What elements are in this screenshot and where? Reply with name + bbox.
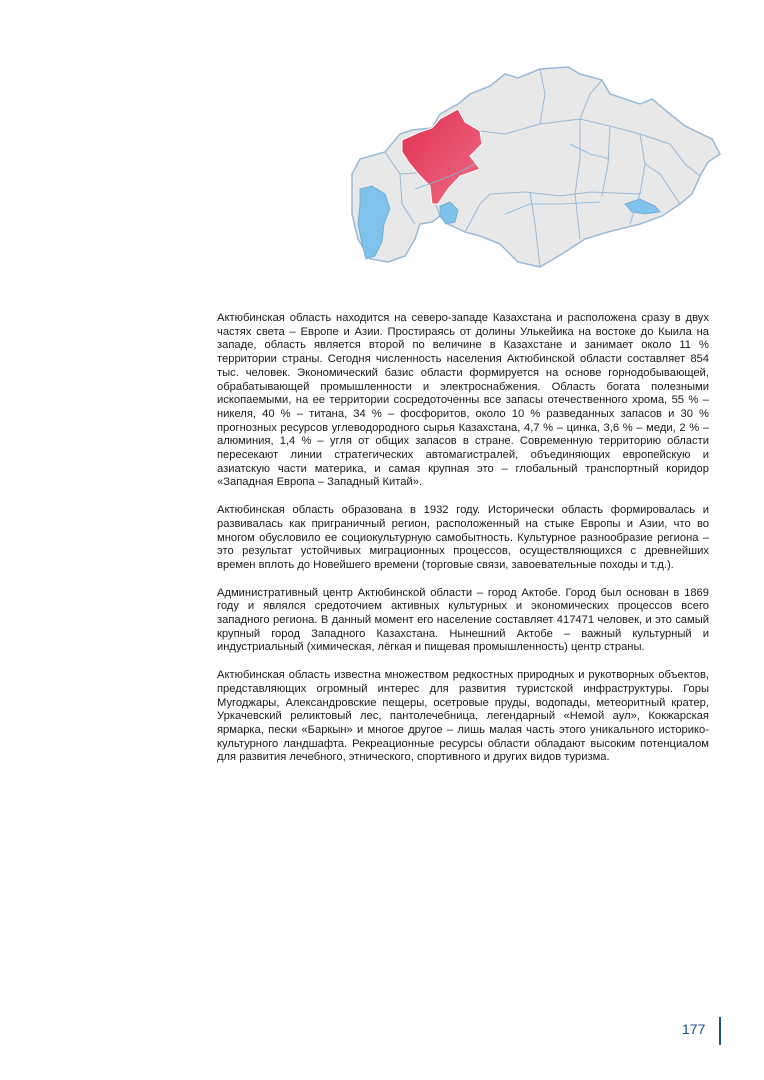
kazakhstan-map-icon <box>340 64 725 274</box>
page-number-divider <box>719 1017 721 1045</box>
page-number: 177 <box>682 1021 706 1037</box>
paragraph-3: Административный центр Актюбинской области – город Актобе. Город был основан в 1869 году и являлся средоточием активных культурных и экономических процессов всего западного региона. В данный момент его население составляет 417471 человек, и это самый крупный город Западного Казахстана. Нынешний Актобе – важный культурный и индустриальный (химическая, лёгкая и пищевая промышленность) центр страны. <box>217 586 709 654</box>
kazakhstan-map <box>340 64 725 274</box>
paragraph-2: Актюбинская область образована в 1932 году. Исторически область формировалась и развивалась как приграничный регион, расположенный на стыке Европы и Азии, что во многом обусловило ее социокультурную самобытность. Культурное разнообразие региона – это результат устойчивых миграционных процессов, осуществляющихся с древнейших времен вплоть до Новейшего времени (торговые связи, завоевательные походы и т.д.). <box>217 504 709 571</box>
body-text <box>217 312 709 779</box>
paragraph-4: Актюбинская область известна множеством редкостных природных и рукотворных объектов, представляющих огромный интерес для развития туристской инфраструктуры. Горы Мугоджары, Александровские пещеры, осетровые пруды, водопады, метеоритный кратер, Уркачевский реликтовый лес, пантолечебница, легендарный «Немой аул», Кокжарская ярмарка, пески «Баркын» и многое другое – лишь малая часть этого уникального историко-культурного ландшафта. Рекреационные ресурсы области обладают высоким потенциалом для развития лечебного, этнического, спортивного и других видов туризма. <box>217 669 709 764</box>
paragraph-1: Актюбинская область находится на северо-западе Казахстана и расположена сразу в двух частях света – Европе и Азии. Простираясь от долины Улькейика на востоке до Кыила на западе, область является второй по величине в Казахстане и занимает около 11 % территории страны. Сегодня численность населения Актюбинской области составляет 854 тыс. человек. Экономический базис области формируется на основе горнодобывающей, обрабатывающей промышленности и электроснабжения. Область богата полезными ископаемыми, на ее территории сосредоточенны все запасы отечественного хрома, 55 % – никеля, 40 % – титана, 34 % – фосфоритов, около 10 % разведанных запасов и 30 % прогнозных ресурсов углеводородного сырья Казахстана, 4,7 % – цинка, 3,6 % – меди, 2 % – алюминия, 1,4 % – угля от общих запасов в стране. Современную территорию области пересекают линии стратегических автомагистралей, объединяющих европейскую и азиатскую части материка, и самая крупная это – глобальный транспортный коридор «Западная Европа – Западный Китай». <box>217 312 709 489</box>
kazakhstan-outline <box>352 67 720 267</box>
